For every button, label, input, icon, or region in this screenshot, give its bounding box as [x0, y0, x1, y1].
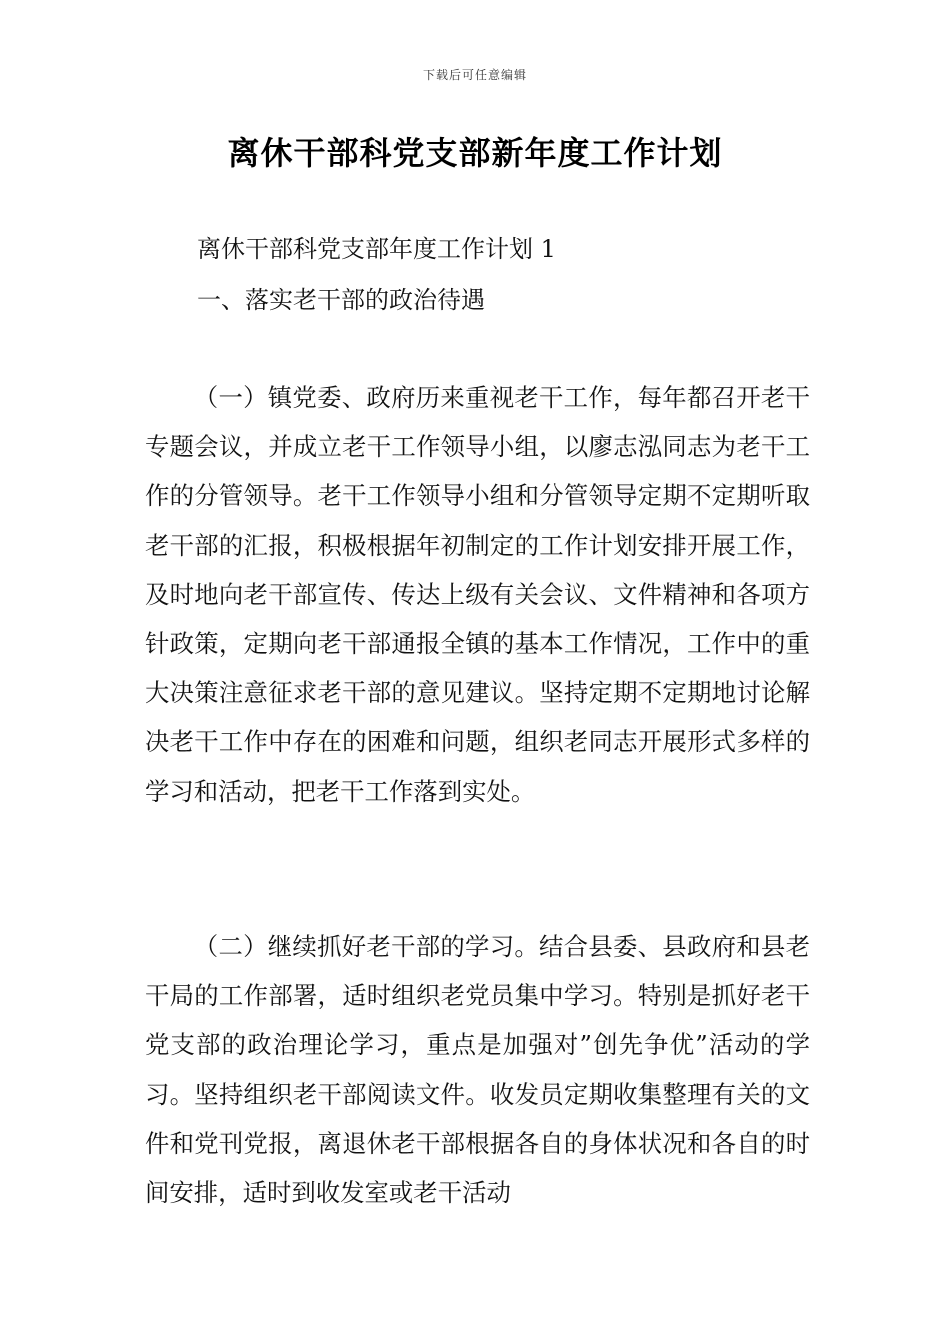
header-note: 下载后可任意编辑: [422, 68, 527, 82]
plan-subtitle: 离休干部科党支部年度工作计划 1: [197, 235, 556, 263]
document-title: 离休干部科党支部新年度工作计划: [227, 134, 723, 172]
section-heading: 一、落实老干部的政治待遇: [197, 286, 485, 314]
paragraph: （一）镇党委、政府历来重视老干工作，每年都召开老干专题会议，并成立老干工作领导小组，以廖志泓同志为老干工作的分管领导。老干工作领导小组和分管领导定期不定期听取老干部的汇报，积极根据年初制定的工作计划安排开展工作，及时地向老干部宣传、传达上级有关会议、文件精神和各项方针政策，定期向老干部通报全镇的基本工作情况，工作中的重大决策注意征求老干部的意见建议。坚持定期不定期地讨论解决老干工作中存在的困难和问题，组织老同志开展形式多样的学习和活动，把老干工作落到实处。: [145, 383, 810, 806]
paragraph: （二）继续抓好老干部的学习。结合县委、县政府和县老干局的工作部署，适时组织老党员集中学习。特别是抓好老干党支部的政治理论学习，重点是加强对”创先争优”活动的学习。坚持组织老干部阅读文件。收发员定期收集整理有关的文件和党刊党报，离退休老干部根据各自的身体状况和各自的时间安排，适时到收发室或老干活动: [145, 932, 810, 1208]
